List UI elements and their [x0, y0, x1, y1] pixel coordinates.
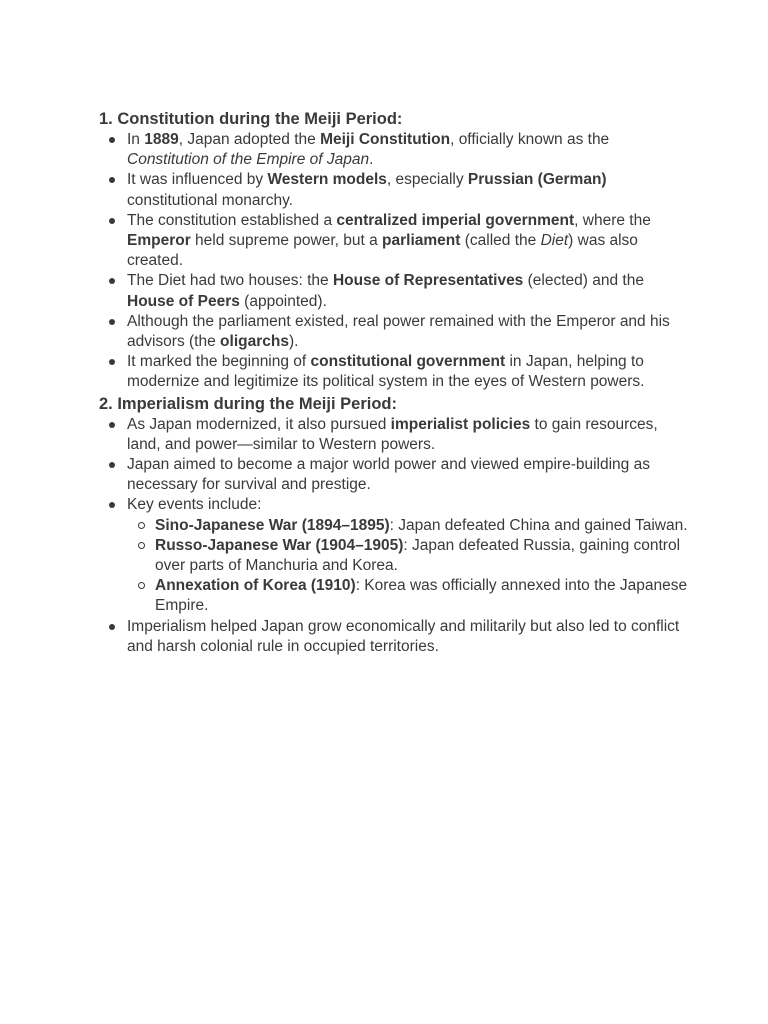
list-item: The Diet had two houses: the House of Representatives (elected) and the House of Peers (appointed). [127, 271, 689, 311]
imperialism-list [99, 415, 689, 657]
list-item: In 1889, Japan adopted the Meiji Constitution, officially known as the Constitution of the Empire of Japan. [127, 130, 689, 170]
list-item: As Japan modernized, it also pursued imperialist policies to gain resources, land, and power—similar to Western powers. [127, 415, 689, 455]
list-item: Japan aimed to become a major world power and viewed empire-building as necessary for survival and prestige. [127, 455, 689, 495]
list-item: It was influenced by Western models, especially Prussian (German) constitutional monarchy. [127, 170, 689, 210]
list-item: The constitution established a centralized imperial government, where the Emperor held supreme power, but a parliament (called the Diet) was also created. [127, 211, 689, 272]
list-item: It marked the beginning of constitutional government in Japan, helping to modernize and legitimize its political system in the eyes of Western powers. [127, 352, 689, 392]
document-body [99, 108, 689, 657]
section-heading-constitution: 1. Constitution during the Meiji Period: [99, 110, 403, 128]
section-heading-imperialism: 2. Imperialism during the Meiji Period: [99, 394, 397, 413]
key-event-item: Russo-Japanese War (1904–1905): Japan defeated Russia, gaining control over parts of Manchuria and Korea. [155, 536, 689, 576]
constitution-list [99, 130, 689, 393]
key-event-item: Sino-Japanese War (1894–1895): Japan defeated China and gained Taiwan. [155, 516, 689, 536]
list-item: Key events include: Sino-Japanese War (1894–1895): Japan defeated China and gained Taiwan. Russo-Japanese War (1904–1905): Japan defeated Russia, gaining control over parts of Manchuria and Korea. Annexation of Korea (1910): Korea was officially annexed into the Japanese Empire. [127, 495, 689, 616]
list-item: Imperialism helped Japan grow economically and militarily but also led to conflict and harsh colonial rule in occupied territories. [127, 617, 689, 657]
key-event-item: Annexation of Korea (1910): Korea was officially annexed into the Japanese Empire. [155, 576, 689, 616]
list-item: Although the parliament existed, real power remained with the Emperor and his advisors (the oligarchs). [127, 312, 689, 352]
key-events-list [127, 516, 689, 617]
